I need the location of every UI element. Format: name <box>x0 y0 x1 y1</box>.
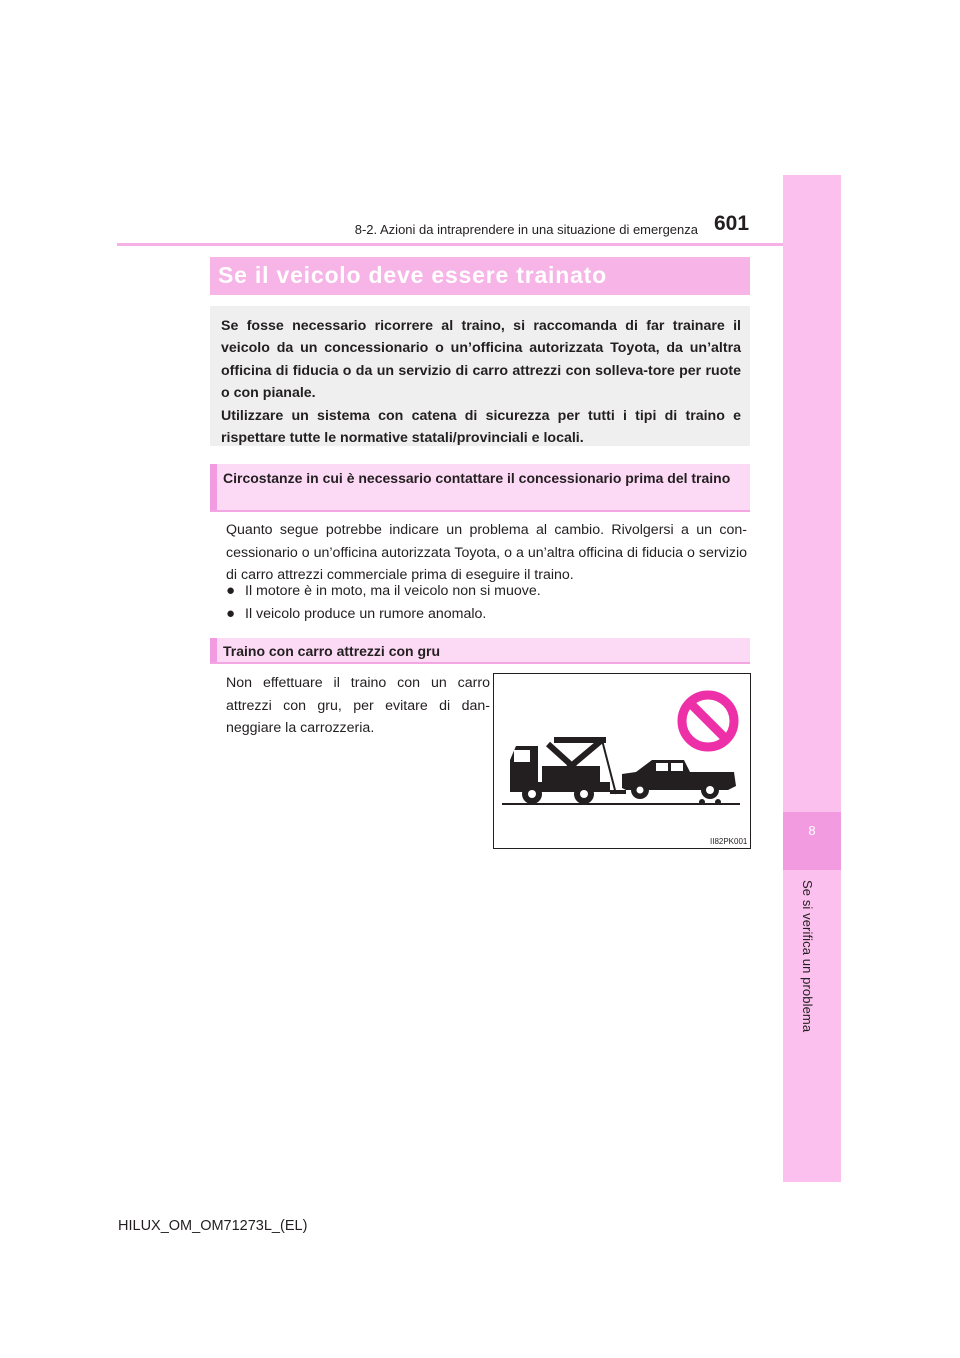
header-section-title: 8-2. Azioni da intraprendere in una situazione di emergenza <box>354 222 698 237</box>
chapter-number: 8 <box>808 823 816 838</box>
footer-document-code: HILUX_OM_OM71273L_(EL) <box>118 1218 308 1234</box>
section1-paragraph: Quanto segue potrebbe indicare un problema al cambio. Rivolgersi a un con-cessionario o un’officina autorizzata Toyota, o a un’altra officina di fiducia o servizio di carro attrezzi commerciale prima di eseguire il traino. <box>226 522 747 584</box>
bullet-item <box>226 582 541 599</box>
bullet-icon: ● <box>226 605 236 622</box>
bullet-item <box>226 605 486 622</box>
chapter-number-tab <box>783 812 841 870</box>
bullet-text: Il veicolo produce un rumore anomalo. <box>245 606 487 622</box>
tow-truck-drawing <box>494 674 750 848</box>
bullet-text: Il motore è in moto, ma il veicolo non si muove. <box>245 583 541 599</box>
chapter-title: Se si verifica un problema <box>800 880 815 1033</box>
intro-paragraph-2: Utilizzare un sistema con catena di sicurezza per tutti i tipi di traino e rispettare tutte le normative statali/provinciali e locali. <box>221 407 741 447</box>
tow-truck-illustration <box>493 673 751 849</box>
subheading-circostanze <box>210 464 750 512</box>
subheading-accent <box>210 638 217 662</box>
page-number: 601 <box>714 212 750 235</box>
subheading-label: Circostanze in cui è necessario contattare il concessionario prima del traino <box>223 470 731 486</box>
figure-code: II82PK001 <box>710 837 748 846</box>
intro-text <box>221 315 741 449</box>
subheading-accent <box>210 464 217 510</box>
intro-paragraph-1: Se fosse necessario ricorrere al traino, si raccomanda di far trainare il veicolo da un concessionario o un’officina autorizzata Toyota, da un’altra officina di fiducia o da un servizio di carro attrezzi con solleva-tore per ruote o con pianale. <box>221 318 741 402</box>
section2-paragraph: Non effettuare il traino con un carro attrezzi con gru, per evitare di dan-neggiare la carrozzeria. <box>226 675 490 737</box>
prohibition-icon <box>682 695 734 747</box>
page-title: Se il veicolo deve essere trainato <box>218 262 607 288</box>
bullet-icon: ● <box>226 582 236 599</box>
header-rule <box>117 243 783 246</box>
subheading-traino-gru <box>210 638 750 664</box>
subheading-label: Traino con carro attrezzi con gru <box>223 643 441 659</box>
